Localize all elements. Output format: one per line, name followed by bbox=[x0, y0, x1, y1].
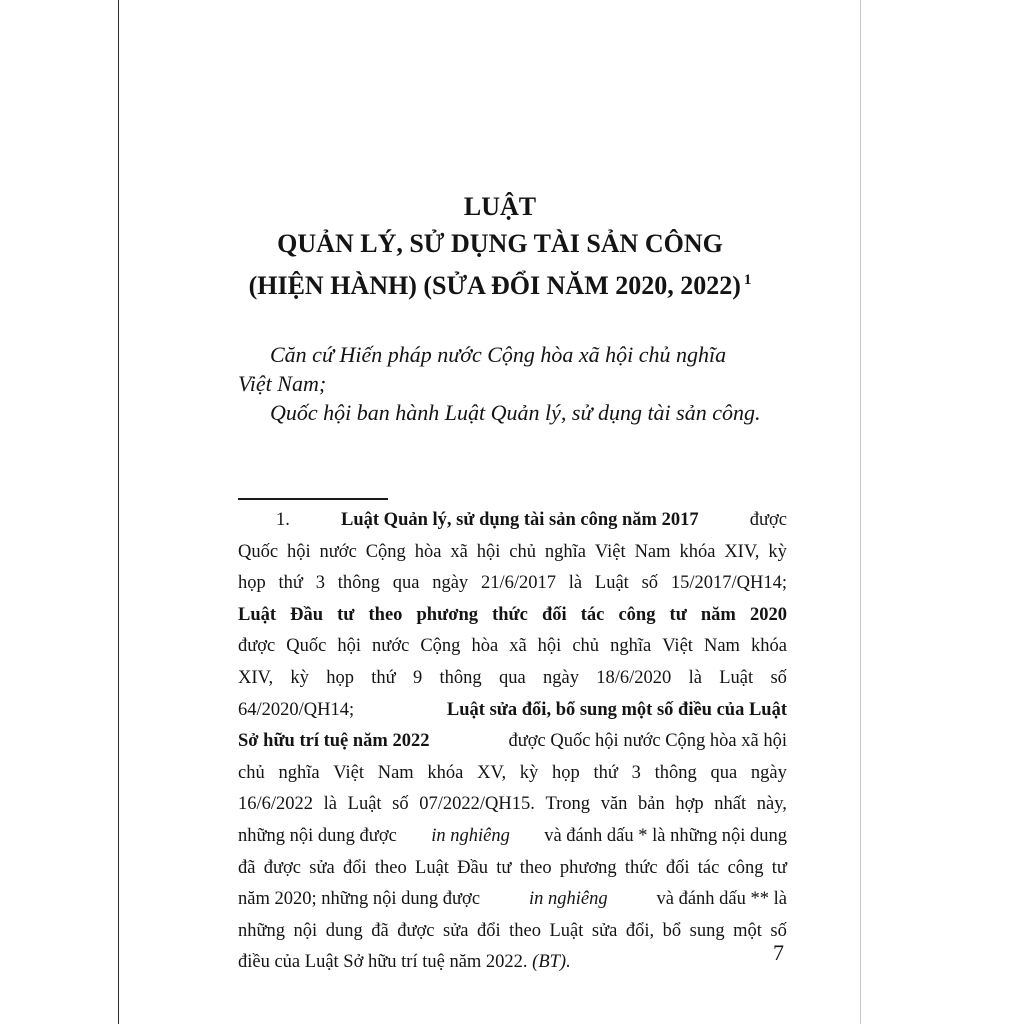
footnote-text-word: Cộng bbox=[365, 541, 406, 562]
footnote-line bbox=[238, 947, 787, 979]
footnote-text-word: Luật bbox=[719, 667, 754, 688]
footnote-text-word: thức bbox=[624, 857, 658, 878]
footnote-bold-text-word: thức bbox=[492, 604, 528, 625]
footnote-text-word: số bbox=[392, 794, 409, 815]
footnote-text-word: Nam bbox=[377, 762, 414, 783]
footnote-text-word: Việt bbox=[333, 762, 365, 783]
footnote-text-word: khóa bbox=[750, 636, 787, 657]
footnote-text-word: thông bbox=[337, 573, 380, 594]
title-line-2: QUẢN LÝ, SỬ DỤNG TÀI SẢN CÔNG bbox=[277, 229, 723, 258]
footnote-text-word: Nam bbox=[703, 636, 740, 657]
footnote-text-word: Quốc bbox=[238, 541, 279, 562]
footnote-text-word: sung bbox=[689, 920, 725, 941]
footnote-text-word: khóa bbox=[679, 541, 716, 562]
preamble bbox=[238, 340, 798, 427]
footnote-text-word: hội bbox=[337, 636, 362, 657]
footnote-text-word: họp bbox=[238, 573, 266, 594]
footnote-text: được bbox=[749, 510, 787, 530]
footnote-text: điều của Luật Sở hữu trí tuệ năm 2022. bbox=[238, 952, 528, 973]
footnote-text-word: Trong bbox=[545, 794, 591, 815]
footnote-text-word: qua bbox=[498, 667, 526, 688]
footnote-bold-text-word: năm bbox=[700, 604, 736, 625]
title-line-3 bbox=[180, 262, 820, 304]
footnote-number: 1. bbox=[276, 510, 290, 530]
footnote-text-word: 3 bbox=[315, 573, 325, 594]
footnote-text-word: công bbox=[727, 857, 764, 878]
footnote-italic-text: in nghiêng bbox=[528, 889, 608, 910]
footnote-text-word: được bbox=[238, 636, 276, 657]
footnote-text-word: đổi, bbox=[625, 920, 655, 941]
title-line-1: LUẬT bbox=[463, 192, 537, 221]
footnote-text-word: phương bbox=[559, 857, 617, 878]
footnote-text-word: đổi bbox=[476, 920, 501, 941]
footnote-bold-text: Sở hữu trí tuệ năm 2022 bbox=[238, 731, 430, 752]
footnote-bold-text: Luật sửa đổi, bổ sung một số điều của Luật bbox=[446, 699, 787, 720]
footnote-line bbox=[238, 821, 787, 853]
footnote-text-word: này, bbox=[756, 794, 787, 815]
footnote-line bbox=[238, 916, 787, 948]
footnote-line bbox=[238, 505, 787, 537]
footnote-text-word: họp bbox=[326, 667, 354, 688]
footnote-text-word: đổi bbox=[342, 857, 367, 878]
footnote-text-word: hòa bbox=[471, 636, 499, 657]
footnote-text-word: Việt bbox=[594, 541, 626, 562]
footnote-text-word: xã bbox=[509, 636, 527, 657]
footnote-text-word: là bbox=[688, 667, 702, 688]
footnote-bold-text-word: tác bbox=[580, 604, 605, 625]
footnote-text: và đánh dấu ** là bbox=[656, 889, 787, 910]
footnote-text: được Quốc hội nước Cộng hòa xã hội bbox=[508, 731, 787, 752]
footnote-text-word: kỳ bbox=[768, 541, 787, 562]
footnote-text-word: hội bbox=[286, 541, 311, 562]
footnote-text-word: 16/6/2022 bbox=[238, 794, 314, 815]
footnote-text-word: những bbox=[238, 920, 286, 941]
footnote-text-word: số bbox=[641, 573, 659, 594]
footnote-bold-text-word: tư bbox=[669, 604, 687, 625]
footnote-bold-text-word: đối bbox=[541, 604, 567, 625]
footnote-text-word: Đầu bbox=[457, 857, 489, 878]
footnote-text-word: được bbox=[397, 920, 435, 941]
footnote bbox=[238, 505, 787, 979]
footnote-text-word: XV, bbox=[477, 762, 507, 783]
footnote-text-word: 07/2022/QH15. bbox=[419, 794, 535, 815]
footnote-text-word: Cộng bbox=[420, 636, 461, 657]
footnote-text-word: thứ bbox=[371, 667, 396, 688]
footnote-text-word: Luật bbox=[415, 857, 449, 878]
footnote-text: 64/2020/QH14; bbox=[238, 699, 355, 720]
footnote-text-word: thông bbox=[439, 667, 482, 688]
footnote-bold-text-word: 2020 bbox=[749, 604, 787, 625]
footnote-text-word: nhất bbox=[714, 794, 747, 815]
footnote-text-word: 21/6/2017 bbox=[480, 573, 556, 594]
footnote-text-word: qua bbox=[392, 573, 420, 594]
footnote-text-word: một bbox=[733, 920, 762, 941]
footnote-text-word: chủ bbox=[238, 762, 265, 783]
footnote-text: và đánh dấu * là những nội dung bbox=[544, 825, 787, 846]
footnote-bold-text-word: theo bbox=[368, 604, 403, 625]
footnote-text-word: hội bbox=[476, 541, 501, 562]
footnote-text-word: qua bbox=[710, 762, 738, 783]
footnote-text-word: theo bbox=[519, 857, 552, 878]
footnote-text-word: nghĩa bbox=[278, 762, 320, 783]
footnote-text-word: họp bbox=[552, 762, 580, 783]
footnote-line bbox=[238, 726, 787, 758]
footnote-text-word: số bbox=[770, 667, 787, 688]
footnote-line bbox=[238, 568, 787, 600]
page-left-edge bbox=[118, 0, 119, 1024]
footnote-line bbox=[238, 663, 787, 695]
footnote-marker: 1 bbox=[743, 272, 752, 288]
footnote-text-word: đối bbox=[665, 857, 690, 878]
footnote-text-word: bản bbox=[638, 794, 665, 815]
footnote-text-word: là bbox=[568, 573, 583, 594]
footnote-text-word: ngày bbox=[432, 573, 469, 594]
footnote-text-word: XIV, bbox=[238, 667, 274, 688]
footnote-text-word: thứ bbox=[593, 762, 618, 783]
footnote-text-word: kỳ bbox=[519, 762, 539, 783]
footnote-bold-text-word: tư bbox=[337, 604, 355, 625]
footnote-text-word: 9 bbox=[412, 667, 423, 688]
footnote-text-word: theo bbox=[374, 857, 407, 878]
footnote-text-word: tư bbox=[496, 857, 512, 878]
footnote-text-word: dung bbox=[325, 920, 363, 941]
footnote-line bbox=[238, 631, 787, 663]
footnote-text-word: Quốc bbox=[286, 636, 327, 657]
footnote-text-word: 15/2017/QH14; bbox=[670, 573, 787, 594]
footnote-text-word: đã bbox=[238, 857, 256, 878]
footnote-text-word: xã bbox=[450, 541, 468, 562]
footnote-text-word: tư bbox=[771, 857, 787, 878]
footnote-text-word: Việt bbox=[662, 636, 693, 657]
footnote-text-word: Luật bbox=[549, 920, 584, 941]
footnote-text-word: được bbox=[263, 857, 302, 878]
footnote-line bbox=[238, 600, 787, 632]
footnote-text-word: thông bbox=[654, 762, 697, 783]
footnote-text-word: bổ bbox=[662, 920, 682, 941]
footnote-line bbox=[238, 789, 787, 821]
footnote-bold-text-word: Luật bbox=[238, 604, 277, 625]
footnote-italic-text: in nghiêng bbox=[431, 825, 510, 846]
footnote-text-word: chủ bbox=[572, 636, 600, 657]
footnote-text-word: theo bbox=[509, 920, 541, 941]
footnote-line bbox=[238, 758, 787, 790]
footnote-line bbox=[238, 537, 787, 569]
preamble-line-3: Quốc hội ban hành Luật Quản lý, sử dụng tài sản công. bbox=[270, 400, 761, 425]
footnote-text-word: Nam bbox=[634, 541, 671, 562]
page-right-edge bbox=[860, 0, 861, 1024]
footnote-text-word: hòa bbox=[414, 541, 442, 562]
footnote-bold-text-word: công bbox=[618, 604, 656, 625]
footnote-text-word: XIV, bbox=[724, 541, 760, 562]
footnote-separator bbox=[238, 498, 388, 500]
footnote-text-word: số bbox=[770, 920, 787, 941]
footnote-text-word: 18/6/2020 bbox=[596, 667, 672, 688]
footnote-text-word: tác bbox=[697, 857, 720, 878]
footnote-text-word: khóa bbox=[427, 762, 464, 783]
footnote-text-word: 3 bbox=[631, 762, 641, 783]
footnote-text-word: ngày bbox=[750, 762, 787, 783]
footnote-text-word: Luật bbox=[594, 573, 629, 594]
footnote-italic-text: (BT). bbox=[532, 952, 571, 973]
footnote-text-word: văn bbox=[600, 794, 628, 815]
footnote-text-word: là bbox=[323, 794, 338, 815]
footnote-text-word: ngày bbox=[542, 667, 579, 688]
footnote-text-word: đã bbox=[371, 920, 389, 941]
footnote-text-word: nội bbox=[293, 920, 318, 941]
footnote-text-word: sửa bbox=[309, 857, 335, 878]
title-line-3-text: (HIỆN HÀNH) (SỬA ĐỔI NĂM 2020, 2022) bbox=[248, 271, 741, 300]
footnote-text-word: nước bbox=[319, 541, 357, 562]
footnote-line bbox=[238, 853, 787, 885]
footnote-text-word: Luật bbox=[347, 794, 382, 815]
footnote-text-word: hội bbox=[537, 636, 562, 657]
preamble-line-1: Căn cứ Hiến pháp nước Cộng hòa xã hội chủ nghĩa bbox=[270, 342, 727, 367]
preamble-line-2: Việt Nam; bbox=[238, 371, 327, 396]
page-number: 7 bbox=[773, 940, 784, 965]
footnote-bold-text: Luật Quản lý, sử dụng tài sản công năm 2017 bbox=[341, 510, 699, 530]
footnote-text-word: chủ bbox=[509, 541, 536, 562]
footnote-text-word: sửa bbox=[591, 920, 618, 941]
footnote-text: năm 2020; những nội dung được bbox=[238, 889, 481, 910]
footnote-text-word: sửa bbox=[443, 920, 469, 941]
footnote-line bbox=[238, 695, 787, 727]
footnote-text-word: thứ bbox=[278, 573, 303, 594]
law-title bbox=[180, 188, 820, 304]
footnote-text-word: nước bbox=[372, 636, 410, 657]
footnote-text-word: nghĩa bbox=[610, 636, 652, 657]
footnote-bold-text-word: phương bbox=[416, 604, 478, 625]
footnote-line bbox=[238, 884, 787, 916]
footnote-text-word: nghĩa bbox=[544, 541, 586, 562]
footnote-text: những nội dung được bbox=[238, 825, 397, 846]
footnote-text-word: kỳ bbox=[290, 667, 309, 688]
footnote-text-word: hợp bbox=[675, 794, 704, 815]
footnote-bold-text-word: Đầu bbox=[290, 604, 324, 625]
